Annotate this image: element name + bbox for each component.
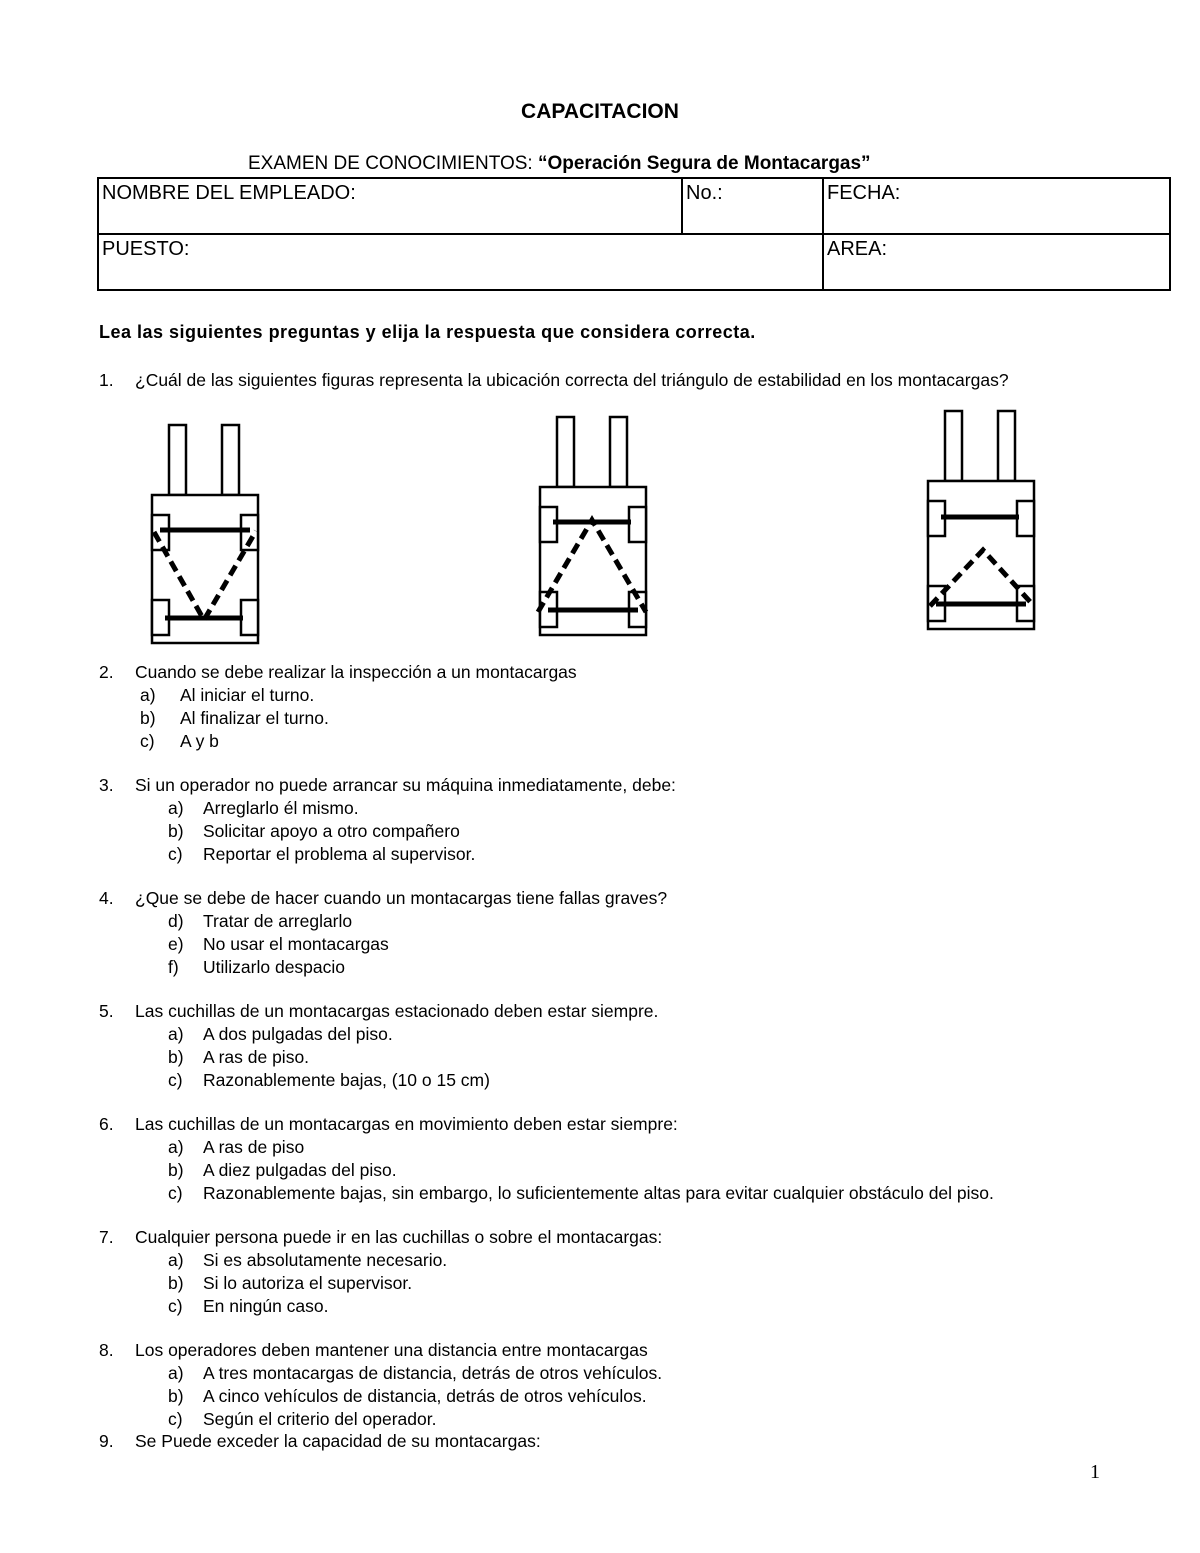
- option-letter: e): [168, 934, 184, 954]
- question-text: Cuando se debe realizar la inspección a un montacargas: [135, 662, 577, 682]
- option-letter: c): [168, 1070, 183, 1090]
- forklift-wheel: [629, 507, 646, 542]
- question-number: 4.: [99, 888, 114, 908]
- option-text: Si es absolutamente necesario.: [203, 1250, 448, 1270]
- option-text: A ras de piso: [203, 1137, 305, 1157]
- question-number: 3.: [99, 775, 114, 795]
- figure-option-2[interactable]: [538, 417, 646, 635]
- employee-name-field[interactable]: [98, 178, 682, 234]
- area-label: AREA:: [827, 238, 888, 260]
- option-text: A dos pulgadas del piso.: [203, 1024, 393, 1044]
- option-text: Razonablemente bajas, sin embargo, lo suficientemente altas para evitar cualquier obstáculo del piso.: [203, 1183, 994, 1203]
- question-number: 6.: [99, 1114, 114, 1134]
- figure-option-1[interactable]: [152, 425, 258, 643]
- position-label: PUESTO:: [102, 238, 190, 260]
- option-letter: b): [168, 1273, 184, 1293]
- option-text: A y b: [180, 731, 219, 751]
- stability-triangle-figures: [140, 405, 1060, 650]
- number-field[interactable]: [682, 178, 823, 234]
- option-letter: a): [168, 1363, 184, 1383]
- option-text: En ningún caso.: [203, 1296, 329, 1316]
- option-text: Si lo autoriza el supervisor.: [203, 1273, 413, 1293]
- question-text: Las cuchillas de un montacargas en movimiento deben estar siempre:: [135, 1114, 678, 1134]
- option-text: Razonablemente bajas, (10 o 15 cm): [203, 1070, 490, 1090]
- employee-name-label: NOMBRE DEL EMPLEADO:: [102, 182, 356, 204]
- forklift-fork: [222, 425, 239, 495]
- question-text: Los operadores deben mantener una distancia entre montacargas: [135, 1340, 648, 1360]
- option-letter: d): [168, 911, 184, 931]
- question-number: 1.: [99, 370, 114, 390]
- question-text: Las cuchillas de un montacargas estacionado deben estar siempre.: [135, 1001, 659, 1021]
- question-text: ¿Que se debe de hacer cuando un montacargas tiene fallas graves?: [135, 888, 668, 908]
- option-text: No usar el montacargas: [203, 934, 389, 954]
- option-text: A ras de piso.: [203, 1047, 310, 1067]
- forklift-wheel: [1017, 501, 1034, 536]
- figure-option-3[interactable]: [928, 411, 1034, 629]
- option-letter: b): [168, 1160, 184, 1180]
- forklift-wheel: [241, 600, 258, 635]
- date-label: FECHA:: [827, 182, 901, 204]
- exam-prefix: EXAMEN DE CONOCIMIENTOS:: [248, 153, 538, 174]
- exam-heading: [248, 153, 871, 175]
- question-number: 5.: [99, 1001, 114, 1021]
- question-text: Si un operador no puede arrancar su máquina inmediatamente, debe:: [135, 775, 676, 795]
- option-letter: b): [168, 1047, 184, 1067]
- question-text: Se Puede exceder la capacidad de su montacargas:: [135, 1431, 541, 1451]
- area-field[interactable]: [823, 234, 1170, 290]
- option-letter: a): [168, 1137, 184, 1157]
- option-text: Al finalizar el turno.: [180, 708, 329, 728]
- question-number: 7.: [99, 1227, 114, 1247]
- forklift-fork: [169, 425, 186, 495]
- date-field[interactable]: [823, 178, 1170, 234]
- option-text: Reportar el problema al supervisor.: [203, 844, 476, 864]
- option-letter: c): [168, 1409, 183, 1429]
- question-number: 8.: [99, 1340, 114, 1360]
- option-letter: a): [168, 1250, 184, 1270]
- option-text: Según el criterio del operador.: [203, 1409, 437, 1429]
- number-label: No.:: [686, 182, 723, 204]
- option-letter: b): [140, 708, 156, 728]
- option-letter: b): [168, 1386, 184, 1406]
- position-field[interactable]: [98, 234, 823, 290]
- option-letter: c): [168, 1296, 183, 1316]
- option-text: A diez pulgadas del piso.: [203, 1160, 397, 1180]
- question-text: Cualquier persona puede ir en las cuchillas o sobre el montacargas:: [135, 1227, 663, 1247]
- option-letter: b): [168, 821, 184, 841]
- instructions: Lea las siguientes preguntas y elija la respuesta que considera correcta.: [99, 322, 756, 342]
- forklift-fork: [998, 411, 1015, 481]
- page-title: CAPACITACION: [521, 100, 679, 123]
- option-text: Solicitar apoyo a otro compañero: [203, 821, 460, 841]
- forklift-fork: [557, 417, 574, 487]
- exam-title: “Operación Segura de Montacargas”: [537, 153, 871, 174]
- question-text: ¿Cuál de las siguientes figuras representa la ubicación correcta del triángulo de estabilidad en los montacargas?: [135, 370, 1009, 390]
- forklift-fork: [945, 411, 962, 481]
- option-letter: c): [168, 844, 183, 864]
- employee-info-form: [97, 177, 1171, 291]
- option-text: Utilizarlo despacio: [203, 957, 346, 977]
- option-text: Al iniciar el turno.: [180, 685, 315, 705]
- option-text: A cinco vehículos de distancia, detrás de otros vehículos.: [203, 1386, 647, 1406]
- page-number: 1: [1090, 1461, 1100, 1483]
- option-letter: f): [168, 957, 179, 977]
- option-text: Arreglarlo él mismo.: [203, 798, 359, 818]
- forklift-fork: [610, 417, 627, 487]
- option-letter: a): [168, 1024, 184, 1044]
- option-letter: a): [168, 798, 184, 818]
- option-text: A tres montacargas de distancia, detrás de otros vehículos.: [203, 1363, 663, 1383]
- question-number: 9.: [99, 1431, 114, 1451]
- question-number: 2.: [99, 662, 114, 682]
- option-letter: c): [140, 731, 155, 751]
- option-text: Tratar de arreglarlo: [203, 911, 353, 931]
- option-letter: c): [168, 1183, 183, 1203]
- option-letter: a): [140, 685, 156, 705]
